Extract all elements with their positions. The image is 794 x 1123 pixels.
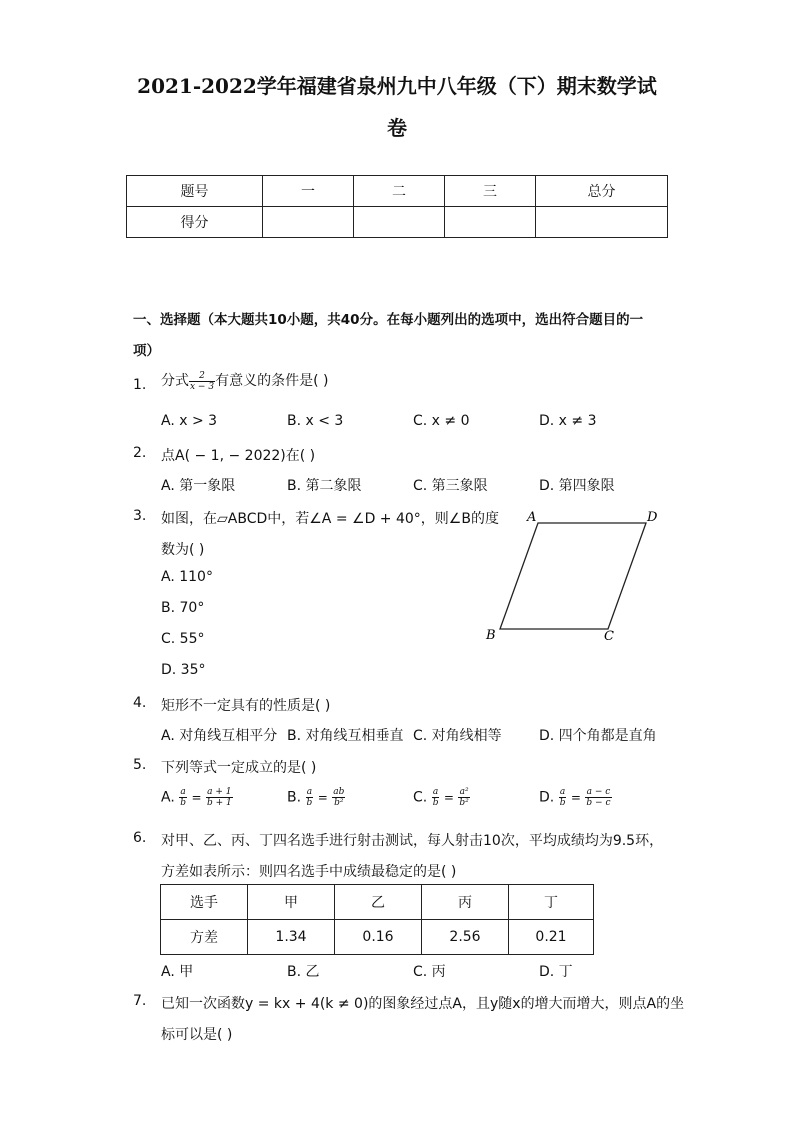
option-label: D. bbox=[539, 789, 555, 806]
question-number: 7. bbox=[133, 993, 147, 1009]
variance-header-cell: 乙 bbox=[335, 885, 422, 920]
score-header-cell: 总分 bbox=[536, 176, 668, 207]
question-2-text: 点A( − 1, − 2022)在( ) bbox=[161, 448, 316, 464]
score-header-cell: 一 bbox=[263, 176, 354, 207]
question-6-text-line2: 方差如表所示：则四名选手中成绩最稳定的是( ) bbox=[161, 864, 457, 880]
question-number: 2. bbox=[133, 445, 147, 461]
q5-option-c[interactable]: C. $\frac{a}{b}$ = $\frac{\text{a²}}{\text{b²}}$ bbox=[413, 787, 469, 808]
q6-option-a[interactable]: A. 甲 bbox=[161, 964, 194, 980]
variance-cell: 0.21 bbox=[509, 920, 594, 955]
vertex-label-a: A bbox=[527, 510, 537, 525]
score-cell[interactable] bbox=[354, 207, 445, 238]
q2-option-b[interactable]: B. 第二象限 bbox=[287, 478, 362, 494]
score-cell[interactable] bbox=[445, 207, 536, 238]
variance-header-cell: 丁 bbox=[509, 885, 594, 920]
q4-option-b[interactable]: B. 对角线互相垂直 bbox=[287, 728, 404, 744]
q3-option-a[interactable]: A. 110° bbox=[161, 569, 213, 585]
variance-header-cell: 丙 bbox=[422, 885, 509, 920]
q2-option-c[interactable]: C. 第三象限 bbox=[413, 478, 488, 494]
parallelogram-figure bbox=[480, 505, 670, 645]
frac-numerator: a − c bbox=[586, 787, 611, 797]
q2-option-a[interactable]: A. 第一象限 bbox=[161, 478, 236, 494]
q6-option-c[interactable]: C. 丙 bbox=[413, 964, 446, 980]
variance-row bbox=[161, 920, 594, 955]
question-3-text-line2: 数为( ) bbox=[161, 542, 205, 558]
frac-denominator: b + 1 bbox=[206, 798, 232, 808]
frac-denominator: b − c bbox=[586, 798, 611, 808]
q1-fraction bbox=[189, 371, 215, 392]
variance-header-cell: 甲 bbox=[248, 885, 335, 920]
variance-header-cell: 选手 bbox=[161, 885, 248, 920]
frac-numerator: a bbox=[559, 787, 566, 797]
q6-option-b[interactable]: B. 乙 bbox=[287, 964, 320, 980]
question-number: 4. bbox=[133, 695, 147, 711]
score-table bbox=[126, 175, 668, 238]
q1-option-a[interactable]: A. x > 3 bbox=[161, 413, 218, 429]
option-label: C. bbox=[413, 789, 428, 806]
q5-option-b[interactable]: B. $\frac{a}{b}$ = $\frac{ab}{\text{b²}}$ bbox=[287, 787, 345, 808]
frac-numerator: 2 bbox=[189, 371, 215, 382]
page-title-line2: 卷 bbox=[387, 116, 407, 140]
variance-cell: 方差 bbox=[161, 920, 248, 955]
parallelogram-shape bbox=[500, 523, 646, 629]
section-header-line1: 一、选择题（本大题共10小题，共40分。在每小题列出的选项中，选出符合题目的一 bbox=[133, 312, 644, 328]
variance-table bbox=[160, 884, 594, 955]
variance-cell: 1.34 bbox=[248, 920, 335, 955]
question-6-text-line1: 对甲、乙、丙、丁四名选手进行射击测试，每人射击10次，平均成绩均为9.5环， bbox=[161, 833, 664, 849]
q3-option-b[interactable]: B. 70° bbox=[161, 600, 205, 616]
option-label: A. bbox=[161, 789, 175, 806]
score-table-header-row bbox=[127, 176, 668, 207]
score-row-label: 得分 bbox=[127, 207, 263, 238]
frac-denominator: x − 3 bbox=[190, 381, 215, 392]
q3-option-d[interactable]: D. 35° bbox=[161, 662, 206, 678]
q6-option-d[interactable]: D. 丁 bbox=[539, 964, 573, 980]
vertex-label-b: B bbox=[486, 628, 496, 643]
score-cell[interactable] bbox=[263, 207, 354, 238]
q2-option-d[interactable]: D. 第四象限 bbox=[539, 478, 615, 494]
question-7-text-line2: 标可以是( ) bbox=[161, 1027, 233, 1043]
score-cell[interactable] bbox=[536, 207, 668, 238]
q5-option-a[interactable]: A. $\frac{a}{b}$ = $\frac{a + 1}{b + 1}$ bbox=[161, 787, 232, 808]
frac-denominator: b bbox=[432, 798, 439, 808]
vertex-label-d: D bbox=[647, 510, 658, 525]
frac-numerator: ab bbox=[333, 787, 345, 797]
q1-option-b[interactable]: B. x < 3 bbox=[287, 413, 344, 429]
frac-denominator: b² bbox=[334, 798, 344, 808]
q4-option-a[interactable]: A. 对角线互相平分 bbox=[161, 728, 278, 744]
question-number: 3. bbox=[133, 508, 147, 524]
q1-option-c[interactable]: C. x ≠ 0 bbox=[413, 413, 470, 429]
question-3-text-line1: 如图，在▱ABCD中，若∠A = ∠D + 40°，则∠B的度 bbox=[161, 511, 499, 527]
question-number: 1. bbox=[133, 377, 147, 393]
frac-numerator: a + 1 bbox=[207, 787, 232, 797]
score-header-cell: 题号 bbox=[127, 176, 263, 207]
frac-numerator: a bbox=[180, 787, 186, 797]
frac-numerator: a² bbox=[459, 787, 469, 797]
question-1-text bbox=[161, 370, 328, 392]
q4-option-c[interactable]: C. 对角线相等 bbox=[413, 728, 502, 744]
q5-option-d[interactable]: D. $\frac{a}{b}$ = $\frac{a - c}{b - c}$ bbox=[539, 787, 611, 808]
score-header-cell: 三 bbox=[445, 176, 536, 207]
frac-denominator: b² bbox=[459, 798, 469, 808]
question-5-text: 下列等式一定成立的是( ) bbox=[161, 760, 317, 776]
variance-header-row bbox=[161, 885, 594, 920]
q4-option-d[interactable]: D. 四个角都是直角 bbox=[539, 728, 657, 744]
frac-numerator: a bbox=[432, 787, 439, 797]
section-header-line2: 项） bbox=[133, 343, 160, 359]
option-label: B. bbox=[287, 789, 302, 806]
variance-cell: 2.56 bbox=[422, 920, 509, 955]
q1-pre: 分式 bbox=[161, 373, 189, 389]
variance-cell: 0.16 bbox=[335, 920, 422, 955]
frac-denominator: b bbox=[180, 798, 186, 808]
question-4-text: 矩形不一定具有的性质是( ) bbox=[161, 698, 331, 714]
question-number: 6. bbox=[133, 830, 147, 846]
page-title-line1: 2021-2022学年福建省泉州九中八年级（下）期末数学试 bbox=[137, 74, 657, 98]
q1-option-d[interactable]: D. x ≠ 3 bbox=[539, 413, 597, 429]
q1-post: 有意义的条件是( ) bbox=[215, 373, 329, 389]
score-table-row bbox=[127, 207, 668, 238]
question-7-text-line1: 已知一次函数y = kx + 4(k ≠ 0)的图象经过点A，且y随x的增大而增大，则点A的坐 bbox=[161, 996, 685, 1012]
vertex-label-c: C bbox=[604, 629, 614, 644]
frac-denominator: b bbox=[306, 798, 313, 808]
frac-numerator: a bbox=[306, 787, 313, 797]
q3-option-c[interactable]: C. 55° bbox=[161, 631, 205, 647]
frac-denominator: b bbox=[559, 798, 566, 808]
question-number: 5. bbox=[133, 757, 147, 773]
score-header-cell: 二 bbox=[354, 176, 445, 207]
